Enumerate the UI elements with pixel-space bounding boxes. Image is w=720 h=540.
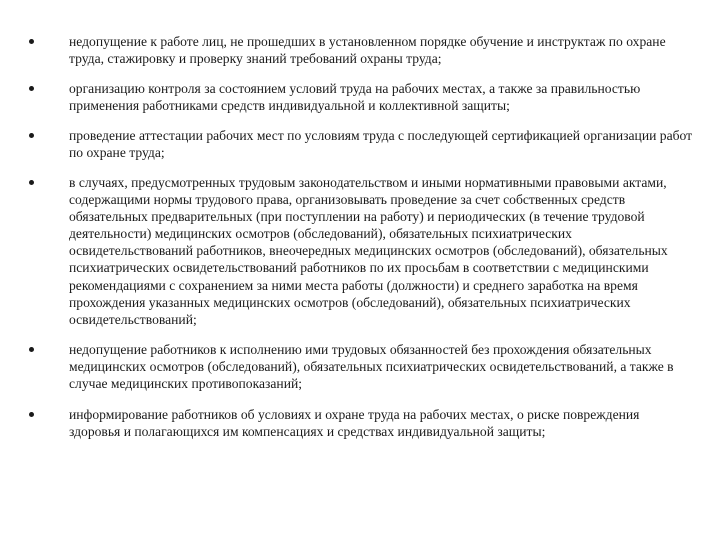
bullet-icon [29, 180, 34, 185]
bullet-icon [29, 39, 34, 44]
list-item-text: в случаях, предусмотренных трудовым законодательством и иными нормативными правовыми актами, содержащими нормы трудового права, организовывать проведение за счет собственных средств обязательных предварительных (при поступлении на работу) и периодических (в течение трудовой деятельности) медицинских осмотров (обследований), обязательных психиатрических освидетельствований работников, внеочередных медицинских осмотров (обследований), обязательных психиатрических освидетельствований работников по их просьбам в соответствии с медицинскими рекомендациями с сохранением за ними места работы (должности) и среднего заработка на время прохождения указанных медицинских осмотров (обследований), обязательных психиатрических освидетельствований; [69, 175, 668, 327]
list-item-text: проведение аттестации рабочих мест по условиям труда с последующей сертификацией организации работ по охране труда; [69, 128, 693, 161]
bullet-icon [29, 133, 34, 138]
list-item-text: недопущение работников к исполнению ими трудовых обязанностей без прохождения обязательных медицинских осмотров (обследований), обязательных психиатрических освидетельствований, а также в случае медицинских противопоказаний; [69, 342, 674, 392]
list-item-text: недопущение к работе лиц, не прошедших в установленном порядке обучение и инструктаж по охране труда, стажировку и проверку знаний требований охраны труда; [69, 34, 666, 67]
bullet-icon [29, 347, 34, 352]
list-item-text: организацию контроля за состоянием условий труда на рабочих местах, а также за правильностью применения работниками средств индивидуальной и коллективной защиты; [69, 81, 641, 114]
list-item-text: информирование работников об условиях и охране труда на рабочих местах, о риске повреждения здоровья и полагающихся им компенсациях и средствах индивидуальной защиты; [69, 407, 640, 440]
bullet-icon [29, 86, 34, 91]
bullet-icon [29, 412, 34, 417]
